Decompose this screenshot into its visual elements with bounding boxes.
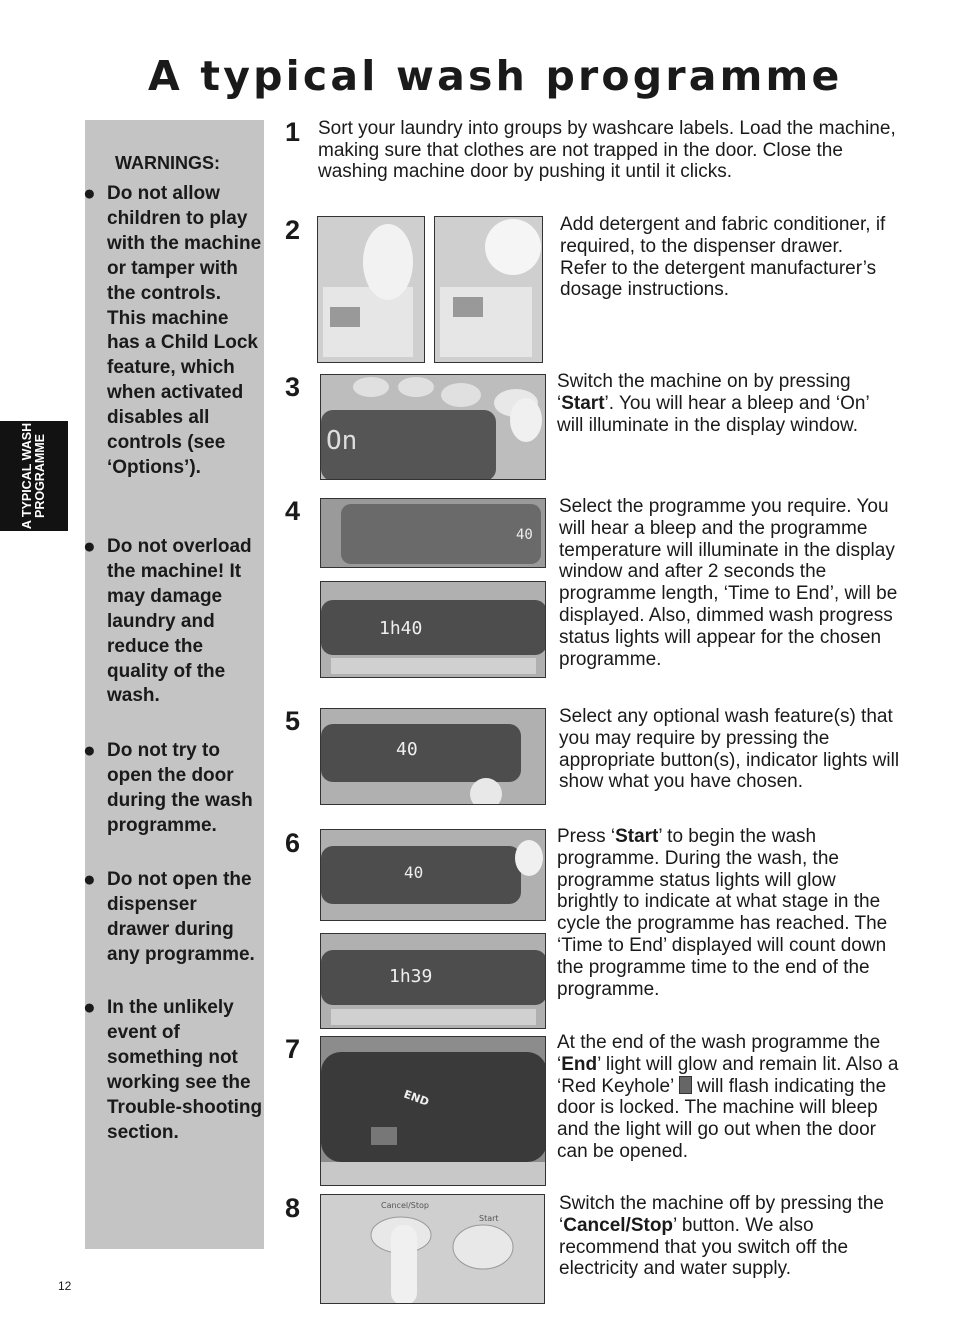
control-panel-photo [320, 374, 546, 480]
end-label: END [401, 1087, 431, 1109]
bullet-icon: ● [83, 535, 96, 558]
step-number: 8 [285, 1193, 301, 1223]
page-title: A typical wash programme [148, 52, 843, 100]
display-readout: 1h40 [379, 618, 423, 639]
step-number: 1 [285, 117, 301, 147]
option-buttons-photo [320, 708, 546, 805]
cancel-stop-photo [320, 1194, 545, 1304]
display-time-photo [320, 581, 546, 678]
warning-text: Do not overload the machine! It may damage laundry and reduce the quality of the wash. [107, 536, 252, 707]
display-readout: 40 [396, 739, 418, 760]
display-countdown-photo [320, 933, 546, 1029]
display-readout: On [326, 426, 358, 456]
start-button-photo [320, 829, 546, 921]
display-readout: 40 [404, 863, 424, 882]
dispenser-drawer-photo [317, 216, 425, 363]
bullet-icon: ● [83, 182, 96, 205]
bullet-icon: ● [83, 996, 96, 1019]
step-number: 2 [285, 215, 301, 245]
start-label: Start [479, 1214, 499, 1223]
dispenser-drawer-photo [434, 216, 543, 363]
step-text: Switch the machine off by pressing the ‘Cancel/Stop’ button. We also recommend that you switch off the electricity and water supply. [559, 1193, 884, 1280]
step-number: 5 [285, 706, 301, 736]
step-text: Add detergent and fabric conditioner, if required, to the dispenser drawer. Refer to the detergent manufacturer’s dosage instructions. [560, 214, 886, 301]
end-light-photo [320, 1036, 546, 1186]
step-text: Press ‘Start’ to begin the wash programme. During the wash, the programme status lights will glow brightly to indicate at what stage in the cycle the programme has reached. The ‘Time to End’ displayed will count down the programme time to the end of the programme. [557, 826, 888, 1000]
step-number: 4 [285, 496, 301, 526]
section-tab [0, 421, 68, 531]
step-text: Select any optional wash feature(s) that you may require by pressing the appropriate button(s), indicator lights will show what you have chosen. [559, 706, 900, 793]
page-number: 12 [58, 1279, 72, 1293]
warnings-heading: WARNINGS: [115, 153, 220, 173]
step-text: Select the programme you require. You will hear a bleep and the programme temperature will illuminate in the display window and after 2 seconds the programme length, ‘Time to End’, will be displayed. Also, dimmed wash progress status lights will appear for the chosen programme. [559, 496, 898, 670]
bullet-icon: ● [83, 868, 96, 891]
warning-text: Do not try to open the door during the wash programme. [107, 740, 253, 836]
red-keyhole-icon [679, 1076, 692, 1094]
step-text: At the end of the wash programme the ‘End’ light will glow and remain lit. Also a ‘Red Keyhole’ will flash indicating the door is locked. The machine will bleep and the light will go out when the door can be opened. [557, 1032, 899, 1162]
bullet-icon: ● [83, 739, 96, 762]
display-readout: 40 [516, 527, 533, 543]
step-number: 7 [285, 1034, 301, 1064]
display-readout: 1h39 [389, 966, 433, 987]
step-text: Sort your laundry into groups by washcare labels. Load the machine, making sure that clothes are not trapped in the door. Close the washing machine door by pushing it until it clicks. [318, 118, 896, 183]
warning-text: Do not allow children to play with the machine or tamper with the controls. This machine has a Child Lock feature, which when activated disables all controls (see ‘Options’). [107, 183, 262, 478]
step-number: 6 [285, 828, 301, 858]
step-number: 3 [285, 372, 301, 402]
warning-text: In the unlikely event of something not working see the Trouble-shooting section. [107, 997, 263, 1143]
section-tab-line-2: PROGRAMME [33, 433, 47, 519]
warning-text: Do not open the dispenser drawer during any programme. [107, 869, 255, 965]
programme-selector-photo [320, 498, 546, 568]
step-text: Switch the machine on by pressing ‘Start’. You will hear a bleep and ‘On’ will illuminate in the display window. [557, 371, 869, 436]
cancel-stop-label: Cancel/Stop [381, 1201, 429, 1210]
section-tab-line-1: A TYPICAL WASH [20, 422, 34, 530]
